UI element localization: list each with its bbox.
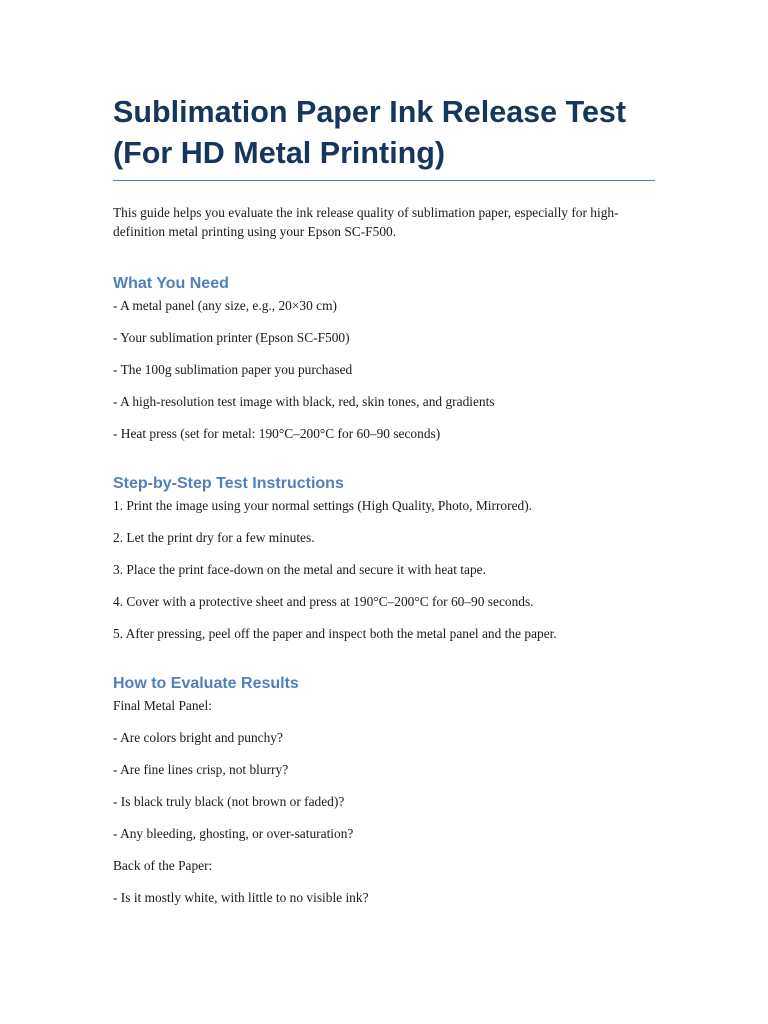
list-item: Back of the Paper: xyxy=(113,858,213,873)
section-heading: How to Evaluate Results xyxy=(113,675,299,692)
list-item: - Heat press (set for metal: 190°C–200°C for 60–90 seconds) xyxy=(113,426,441,441)
list-item: - Is black truly black (not brown or faded)? xyxy=(113,794,345,809)
list-item: - The 100g sublimation paper you purchased xyxy=(113,362,353,377)
list-item: 2. Let the print dry for a few minutes. xyxy=(113,530,315,545)
item-list xyxy=(113,696,655,907)
section-heading: Step-by-Step Test Instructions xyxy=(113,475,344,492)
list-item: 3. Place the print face-down on the metal and secure it with heat tape. xyxy=(113,562,486,577)
list-item: - A high-resolution test image with black, red, skin tones, and gradients xyxy=(113,394,495,409)
list-item: - Is it mostly white, with little to no visible ink? xyxy=(113,890,369,905)
list-item: - Are fine lines crisp, not blurry? xyxy=(113,762,289,777)
section-heading: What You Need xyxy=(113,275,229,292)
list-item: - Your sublimation printer (Epson SC-F500) xyxy=(113,330,350,345)
list-item: - Are colors bright and punchy? xyxy=(113,730,283,745)
intro-paragraph: This guide helps you evaluate the ink release quality of sublimation paper, especially for high-definition metal printing using your Epson SC-F500. xyxy=(113,205,619,239)
item-list xyxy=(113,296,655,443)
section-step-by-step xyxy=(113,473,655,643)
list-item: Final Metal Panel: xyxy=(113,698,212,713)
list-item: - Any bleeding, ghosting, or over-saturation? xyxy=(113,826,354,841)
section-evaluate-results xyxy=(113,673,655,907)
list-item: 1. Print the image using your normal settings (High Quality, Photo, Mirrored). xyxy=(113,498,533,513)
section-what-you-need xyxy=(113,273,655,443)
list-item: 4. Cover with a protective sheet and press at 190°C–200°C for 60–90 seconds. xyxy=(113,594,534,609)
document-title: Sublimation Paper Ink Release Test (For HD Metal Printing) xyxy=(113,92,655,181)
list-item: - A metal panel (any size, e.g., 20×30 cm) xyxy=(113,298,337,313)
item-list xyxy=(113,496,655,643)
list-item: 5. After pressing, peel off the paper and inspect both the metal panel and the paper. xyxy=(113,626,557,641)
